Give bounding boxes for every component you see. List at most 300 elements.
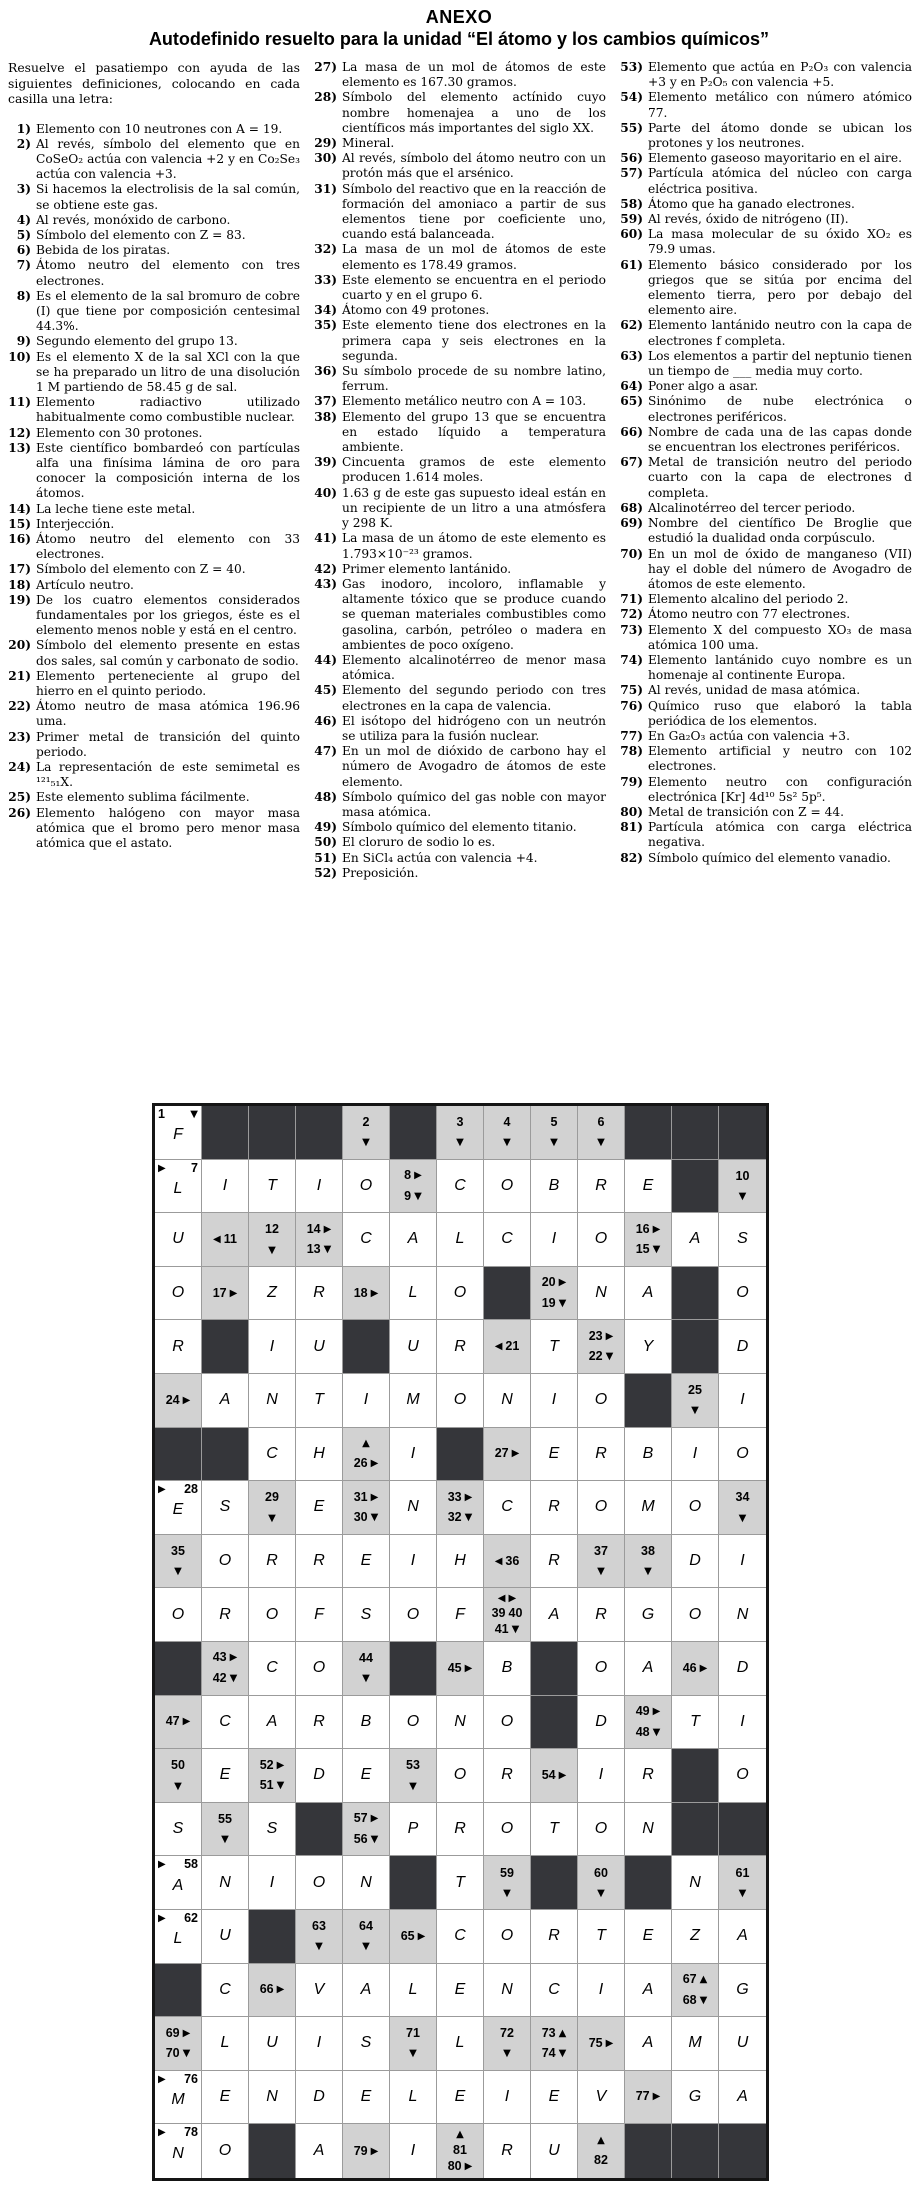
clue-item-number: 46) xyxy=(314,713,337,728)
cell-clue-line xyxy=(312,1920,326,1933)
grid-cell-letter xyxy=(672,1213,719,1267)
grid-cell-letter xyxy=(155,2071,202,2125)
grid-cell-clue xyxy=(578,1320,625,1374)
grid-cell-letter xyxy=(343,1160,390,1214)
clue-item xyxy=(8,182,300,212)
cell-clue-line xyxy=(641,1545,655,1558)
grid-cell-letter xyxy=(390,1320,437,1374)
arrow-down-icon: ▼ xyxy=(464,1512,473,1524)
cell-letter: R xyxy=(501,1766,513,1784)
clue-item-text: La masa de un mol de átomos de este elemento es 178.49 gramos. xyxy=(342,242,606,272)
clue-item-text: Nombre del científico De Broglie que estudió la dualidad onda corpúsculo. xyxy=(648,516,912,546)
grid-cell-letter xyxy=(578,1642,625,1696)
cell-letter: L xyxy=(408,1284,418,1302)
cell-letter: O xyxy=(312,1873,326,1891)
arrow-up-icon: ▲ xyxy=(597,2134,605,2146)
cell-letter: N xyxy=(266,1391,278,1409)
clue-item-text: Al revés, símbolo del átomo neutro con un protón más que el arsénico. xyxy=(342,151,606,181)
clue-item-number: 11) xyxy=(8,395,31,410)
clue-item xyxy=(8,806,300,852)
grid-cell-black xyxy=(155,1964,202,2018)
clue-item xyxy=(620,318,912,348)
grid-cell-letter xyxy=(343,1374,390,1428)
clue-item xyxy=(314,364,606,394)
clue-item xyxy=(620,212,912,227)
clue-item-text: Elemento del grupo 13 que se encuentra en estado líquido a temperatura ambiente. xyxy=(342,409,606,455)
clue-item-text: Al revés, unidad de masa atómica. xyxy=(648,683,861,698)
arrow-down-icon: ▼ xyxy=(597,1887,605,1899)
grid-cell-letter xyxy=(484,1803,531,1857)
clue-item-number: 20) xyxy=(8,638,31,653)
clue-item-text: Este elemento se encuentra en el periodo cuarto y en el grupo 6. xyxy=(342,272,606,303)
cell-marks xyxy=(158,1483,198,1496)
cell-letter: Z xyxy=(267,1284,277,1302)
clue-item xyxy=(620,121,912,151)
cell-letter: N xyxy=(642,1820,654,1838)
arrow-down-icon: ▼ xyxy=(699,1994,708,2006)
cell-clue-number: 68 xyxy=(682,1992,697,2007)
clue-item xyxy=(620,820,912,850)
arrow-down-icon: ▼ xyxy=(174,1566,182,1578)
cell-clue-line xyxy=(363,1116,370,1129)
arrow-down-icon: ▼ xyxy=(691,1405,699,1417)
clue-item xyxy=(314,653,606,683)
cell-letter: I xyxy=(316,2034,322,2052)
grid-cell-letter xyxy=(249,1588,296,1642)
grid-cell-letter xyxy=(484,2124,531,2178)
cell-letter: O xyxy=(265,1605,279,1623)
clue-item-text: Átomo neutro del elemento con 33 electrones. xyxy=(36,531,300,562)
cell-clue-line xyxy=(362,1673,370,1684)
grid-cell-black xyxy=(390,1642,437,1696)
grid-cell-letter xyxy=(531,1374,578,1428)
grid-cell-letter xyxy=(625,1910,672,1964)
cell-clue-number: 55 xyxy=(218,1811,232,1826)
clue-item xyxy=(620,653,912,683)
clue-item-text: Nombre de cada una de las capas donde se encuentran los electrones periféricos. xyxy=(648,424,912,455)
clue-item xyxy=(314,683,606,713)
clue-item xyxy=(620,592,912,607)
clue-item-text: Elemento con 10 neutrones con A = 19. xyxy=(36,121,283,136)
cell-letter: U xyxy=(219,1927,231,1945)
grid-cell-letter xyxy=(202,1374,249,1428)
cell-clue-line xyxy=(448,2160,473,2173)
cell-clue-number: 26 xyxy=(353,1455,368,1470)
cell-letter: S xyxy=(219,1498,231,1516)
clue-item-number: 3) xyxy=(16,182,31,197)
cell-letter: E xyxy=(548,2087,560,2105)
grid-cell-letter xyxy=(578,2071,625,2125)
cell-letter: L xyxy=(220,2034,230,2052)
grid-cell-clue xyxy=(343,1481,390,1535)
cell-letter: N xyxy=(501,1391,513,1409)
arrow-down-icon: ▼ xyxy=(174,1780,182,1792)
clue-item-text: Es el elemento X de la sal XCl con la que se ha preparado un litro de una disolución 1 M partiendo de 58.45 g de sal. xyxy=(36,349,300,394)
grid-cell-clue xyxy=(578,1856,625,1910)
grid-cell-black xyxy=(390,1856,437,1910)
clue-item-text: Símbolo del elemento con Z = 40. xyxy=(36,562,246,577)
grid-cell-letter xyxy=(484,1910,531,1964)
cell-letter: F xyxy=(314,1605,324,1623)
cell-letter: L xyxy=(455,1230,465,1248)
grid-cell-letter xyxy=(249,1320,296,1374)
cell-clue-line xyxy=(354,1491,379,1504)
clue-item-number: 39) xyxy=(314,455,337,470)
clue-item-text: El isótopo del hidrógeno con un neutrón se utiliza para la fusión nuclear. xyxy=(342,713,606,743)
cell-clue-number: 21 xyxy=(505,1339,520,1354)
cell-letter: A xyxy=(642,1659,654,1677)
cell-clue-line xyxy=(683,1973,708,1986)
grid-cell-black xyxy=(249,1106,296,1160)
cell-clue-number: 15 xyxy=(635,1242,650,1257)
grid-cell-letter xyxy=(437,1749,484,1803)
arrow-right-icon: ▶ xyxy=(276,1759,285,1771)
clue-item-text: Primer elemento lantánido. xyxy=(342,561,512,576)
cell-letter: C xyxy=(548,1980,560,1998)
grid-cell-clue xyxy=(390,1749,437,1803)
grid-cell-letter xyxy=(578,1160,625,1214)
clue-item-text: Elemento artificial y neutro con 102 electrones. xyxy=(648,744,912,774)
cell-clue-line xyxy=(551,1116,558,1129)
grid-cell-letter xyxy=(296,1481,343,1535)
crossword-grid xyxy=(152,1103,769,2181)
grid-cell-letter xyxy=(296,1320,343,1374)
clue-item-number: 26) xyxy=(8,805,31,820)
clue-item xyxy=(8,502,300,517)
clue-item-number: 17) xyxy=(8,562,31,577)
clue-item-text: Al revés, óxido de nitrógeno (II). xyxy=(648,212,849,227)
grid-cell-letter xyxy=(531,1213,578,1267)
arrow-down-icon: ▼ xyxy=(558,1297,567,1309)
clue-item-text: Símbolo químico del elemento titanio. xyxy=(342,820,577,835)
grid-cell-letter xyxy=(719,1910,766,1964)
clue-item xyxy=(8,334,300,349)
clue-item xyxy=(314,820,606,835)
cell-clue-number: 62 xyxy=(184,1910,198,1925)
grid-cell-black xyxy=(625,1374,672,1428)
cell-clue-number: 52 xyxy=(259,1757,274,1772)
clue-item xyxy=(8,122,300,137)
clue-item-text: Mineral. xyxy=(342,136,395,151)
grid-cell-letter xyxy=(578,1213,625,1267)
cell-clue-number: 18 xyxy=(353,1285,368,1300)
cell-letter: O xyxy=(594,1820,608,1838)
cell-clue-line xyxy=(166,1394,191,1407)
grid-cell-clue xyxy=(155,1374,202,1428)
grid-cell-letter xyxy=(719,1588,766,1642)
clue-item-number: 67) xyxy=(620,455,643,470)
grid-cell-letter xyxy=(719,1964,766,2018)
grid-cell-letter xyxy=(531,2124,578,2178)
grid-cell-letter xyxy=(390,1213,437,1267)
arrow-down-icon: ▼ xyxy=(268,1512,276,1524)
clue-item xyxy=(314,562,606,577)
grid-cell-clue xyxy=(437,1481,484,1535)
clue-item xyxy=(620,516,912,546)
cell-letter: A xyxy=(407,1230,419,1248)
cell-clue-line xyxy=(362,1941,370,1952)
cell-marks xyxy=(158,1108,198,1121)
cell-letter: N xyxy=(689,1873,701,1891)
clue-item-number: 13) xyxy=(8,440,31,455)
cell-letter: N xyxy=(172,2145,184,2163)
cell-clue-line xyxy=(354,1457,379,1470)
cell-clue-number: 6 xyxy=(597,1115,605,1130)
arrow-right-icon: ▶ xyxy=(652,1223,661,1235)
grid-cell-letter xyxy=(249,2017,296,2071)
grid-cell-clue xyxy=(625,1213,672,1267)
grid-cell-letter xyxy=(296,1642,343,1696)
arrow-right-icon: ▶ xyxy=(652,1706,661,1718)
cell-letter: O xyxy=(594,1230,608,1248)
clue-item xyxy=(8,638,300,668)
arrow-down-icon: ▼ xyxy=(229,1673,238,1684)
grid-cell-letter xyxy=(155,1267,202,1321)
cell-clue-number: 28 xyxy=(184,1482,198,1497)
arrow-down-icon: ▼ xyxy=(362,1673,370,1685)
cell-clue-number: 19 xyxy=(541,1295,556,1310)
clue-item-text: Es el elemento de la sal bromuro de cobre (I) que tiene por composición centesimal 44.3%. xyxy=(36,288,300,334)
clue-item xyxy=(8,669,300,699)
clue-item-text: Interjección. xyxy=(36,516,115,531)
grid-cell-letter xyxy=(155,1160,202,1214)
cell-letter: A xyxy=(360,1980,372,1998)
grid-cell-letter xyxy=(390,1588,437,1642)
grid-cell-clue xyxy=(531,1106,578,1160)
arrow-down-icon: ▼ xyxy=(409,1780,417,1792)
arrow-right-icon: ▶ xyxy=(182,2027,191,2039)
cell-clue-number: 73 xyxy=(541,2025,556,2040)
grid-cell-letter xyxy=(155,1213,202,1267)
cell-letter: U xyxy=(172,1230,184,1248)
arrow-down-icon: ▼ xyxy=(362,1941,370,1953)
grid-cell-letter xyxy=(484,1481,531,1535)
arrow-down-icon: ▼ xyxy=(738,1190,747,1202)
cell-clue-line xyxy=(213,1287,238,1300)
cell-clue-line xyxy=(174,1566,182,1577)
grid-cell-letter xyxy=(202,1856,249,1910)
clue-item xyxy=(314,531,606,561)
grid-cell-letter xyxy=(719,1696,766,1750)
cell-clue-line xyxy=(260,1759,285,1772)
cell-letter: I xyxy=(598,1766,604,1784)
cell-letter: I xyxy=(410,1552,416,1570)
cell-clue-line xyxy=(597,1888,605,1899)
clue-item xyxy=(620,623,912,653)
clue-item-text: En Ga₂O₃ actúa con valencia +3. xyxy=(648,728,850,743)
cell-clue-line xyxy=(453,2144,467,2157)
clue-item xyxy=(8,213,300,228)
cell-letter: O xyxy=(312,1659,326,1677)
cell-clue-line xyxy=(456,1137,464,1148)
grid-cell-letter xyxy=(672,1696,719,1750)
cell-clue-line xyxy=(362,1137,370,1148)
grid-cell-letter xyxy=(390,2071,437,2125)
grid-cell-black xyxy=(672,1106,719,1160)
clue-item-text: La masa de un mol de átomos de este elemento es 167.30 gramos. xyxy=(342,60,606,90)
cell-clue-line xyxy=(598,1116,605,1129)
clue-item xyxy=(620,607,912,622)
clue-item-number: 38) xyxy=(314,409,337,424)
grid-cell-letter xyxy=(202,2124,249,2178)
clue-item-number: 82) xyxy=(620,850,643,865)
clue-columns xyxy=(8,60,912,881)
grid-cell-letter xyxy=(296,1856,343,1910)
cell-clue-line xyxy=(597,1566,605,1577)
grid-cell-clue xyxy=(249,1964,296,2018)
clue-item xyxy=(8,790,300,805)
clue-item-text: La masa molecular de su óxido XO₂ es 79.9 umas. xyxy=(648,227,912,257)
clue-column-1 xyxy=(8,60,300,881)
arrow-down-icon: ▼ xyxy=(597,1137,605,1149)
clue-item-text: Átomo con 49 protones. xyxy=(342,303,490,318)
cell-clue-number: 48 xyxy=(635,1724,650,1739)
arrow-right-icon: ▶ xyxy=(158,2073,166,2085)
grid-cell-letter xyxy=(672,2071,719,2125)
cell-clue-line xyxy=(542,1297,567,1310)
arrow-down-icon: ▼ xyxy=(652,1244,661,1256)
grid-cell-letter xyxy=(437,1160,484,1214)
grid-cell-clue xyxy=(202,1213,249,1267)
cell-letter: E xyxy=(219,1766,231,1784)
grid-cell-letter xyxy=(155,1856,202,1910)
cell-clue-number: 71 xyxy=(406,2026,420,2041)
clue-item-text: Alcalinotérreo del tercer periodo. xyxy=(648,500,856,515)
cell-clue-line xyxy=(503,1888,511,1899)
arrow-up-icon: ▲ xyxy=(456,2129,464,2141)
cell-letter: A xyxy=(689,1230,701,1248)
cell-clue-line xyxy=(736,1867,750,1880)
cell-clue-line xyxy=(265,1223,279,1236)
clue-item-text: Elemento básico considerado por los griegos que se sitúa por encima del elemento tierra, pero por debajo del elemento aire. xyxy=(648,257,912,318)
cell-clue-line xyxy=(362,1438,370,1449)
clue-item-text: Átomo neutro del elemento con tres electrones. xyxy=(36,258,300,288)
cell-clue-line xyxy=(736,1491,750,1504)
grid-cell-black xyxy=(672,1803,719,1857)
grid-cell-letter xyxy=(390,1481,437,1535)
cell-clue-number: 9 xyxy=(404,1188,412,1203)
grid-cell-letter xyxy=(437,1803,484,1857)
cell-letter: F xyxy=(173,1126,183,1144)
grid-cell-clue xyxy=(202,1642,249,1696)
grid-cell-letter xyxy=(155,1320,202,1374)
grid-cell-letter xyxy=(296,1535,343,1589)
cell-letter: B xyxy=(360,1712,372,1730)
grid-cell-letter xyxy=(296,1374,343,1428)
cell-letter: O xyxy=(406,1605,420,1623)
grid-cell-black xyxy=(719,1803,766,1857)
clue-item xyxy=(620,151,912,166)
clue-item xyxy=(620,851,912,866)
grid-cell-black xyxy=(202,1106,249,1160)
cell-clue-number: 12 xyxy=(265,1222,279,1237)
grid-cell-letter xyxy=(578,1910,625,1964)
cell-clue-line xyxy=(213,1672,238,1685)
clue-item-number: 77) xyxy=(620,728,643,743)
clue-item xyxy=(8,699,300,729)
grid-cell-black xyxy=(672,1267,719,1321)
grid-cell-clue xyxy=(625,1535,672,1589)
clue-item-number: 37) xyxy=(314,394,337,409)
grid-cell-letter xyxy=(202,1964,249,2018)
grid-cell-letter xyxy=(578,1481,625,1535)
cell-letter: R xyxy=(266,1552,278,1570)
cell-letter: R xyxy=(313,1284,325,1302)
cell-clue-number: 37 xyxy=(594,1543,608,1558)
clue-item xyxy=(8,517,300,532)
cell-clue-line xyxy=(503,1137,511,1148)
clue-item-text: Cincuenta gramos de este elemento producen 1.614 moles. xyxy=(342,455,606,485)
cell-letter: R xyxy=(595,1605,607,1623)
cell-letter: A xyxy=(219,1391,231,1409)
grid-cell-black xyxy=(625,1856,672,1910)
cell-letter: U xyxy=(736,2034,749,2052)
grid-cell-letter xyxy=(719,1749,766,1803)
cell-letter: U xyxy=(313,1337,325,1355)
cell-clue-line xyxy=(594,2154,608,2167)
cell-letter: C xyxy=(360,1230,372,1248)
clue-item-number: 57) xyxy=(620,166,643,181)
clue-item xyxy=(314,486,606,532)
grid-cell-clue xyxy=(719,1481,766,1535)
cell-letter: I xyxy=(740,1391,745,1409)
clue-item-number: 14) xyxy=(8,501,31,516)
clue-item xyxy=(314,242,606,272)
grid-cell-clue xyxy=(249,1213,296,1267)
grid-cell-letter xyxy=(249,1160,296,1214)
arrow-down-icon: ▼ xyxy=(414,1190,422,1202)
grid-cell-clue xyxy=(249,1481,296,1535)
cell-letter: Z xyxy=(690,1927,700,1945)
cell-letter: C xyxy=(501,1230,513,1248)
cell-letter: S xyxy=(172,1820,184,1838)
cell-clue-line xyxy=(260,1983,285,1996)
grid-cell-letter xyxy=(343,1749,390,1803)
arrow-down-icon: ▼ xyxy=(605,1351,614,1363)
grid-cell-letter xyxy=(155,2124,202,2178)
cell-clue-number: 61 xyxy=(735,1865,750,1880)
arrow-right-icon: ▶ xyxy=(370,1491,379,1503)
clue-item-text: Elemento lantánido neutro con la capa de electrones f completa. xyxy=(648,318,912,348)
arrow-right-icon: ▶ xyxy=(464,1491,473,1503)
cell-letter: R xyxy=(454,1337,466,1355)
clue-item-number: 44) xyxy=(314,652,337,667)
cell-letter: R xyxy=(548,1552,560,1570)
grid-cell-letter xyxy=(719,2017,766,2071)
clue-item-number: 30) xyxy=(314,151,337,166)
cell-letter: O xyxy=(594,1659,608,1677)
cell-letter: I xyxy=(692,1444,698,1462)
cell-clue-line xyxy=(221,1834,229,1845)
cell-letter: A xyxy=(642,2034,654,2052)
cell-clue-line xyxy=(456,2129,464,2140)
cell-clue-number: 5 xyxy=(550,1115,558,1130)
grid-cell-letter xyxy=(484,1213,531,1267)
clue-item xyxy=(8,593,300,639)
cell-clue-line xyxy=(691,1405,699,1416)
arrow-left-icon: ◀ xyxy=(213,1233,221,1245)
arrow-left-icon: ◀ xyxy=(494,1555,503,1567)
cell-clue-line xyxy=(404,1169,422,1182)
cell-clue-number: 59 xyxy=(500,1865,514,1880)
cell-letter: N xyxy=(595,1284,607,1302)
cell-letter: S xyxy=(266,1820,278,1838)
grid-cell-clue xyxy=(484,1106,531,1160)
clue-item-text: Este elemento sublima fácilmente. xyxy=(36,790,250,805)
cell-clue-number: 46 xyxy=(682,1660,697,1675)
cell-clue-number: 49 xyxy=(635,1704,650,1719)
grid-cell-letter xyxy=(719,1267,766,1321)
